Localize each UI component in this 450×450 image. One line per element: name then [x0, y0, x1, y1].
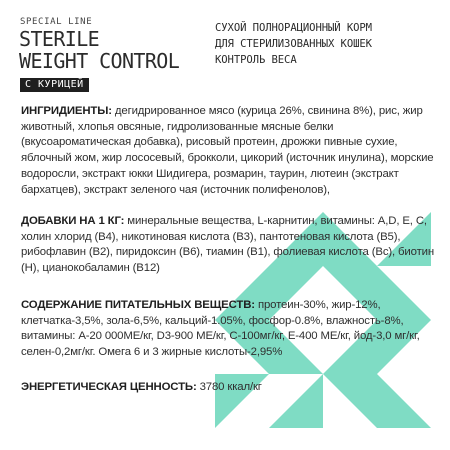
energy-text: 3780 ккал/кг [199, 381, 262, 393]
additives-section [21, 214, 441, 277]
product-name-line-1: STERILE [19, 27, 100, 51]
product-description: СУХОЙ ПОЛНОРАЦИОННЫЙ КОРМ ДЛЯ СТЕРИЛИЗОВАННЫХ КОШЕК КОНТРОЛЬ ВЕСА [215, 22, 372, 66]
energy-section [21, 380, 441, 396]
ingredients-title: ИНГРИДИЕНТЫ: [21, 105, 112, 117]
additives-text: минеральные вещества, L-карнитин, витамины: A,D, E, C, холин хлорид (В4), никотиновая кислота (В3), пантотеновая кислота (В5), рибофлавин (В2), пиридоксин (В6), тиамин (В1), фолиевая кислота (Вс), биотин (Н), цианокобаламин (В12) [21, 215, 435, 275]
nutrients-section [21, 298, 441, 361]
ingredients-section [21, 104, 441, 198]
flavor-badge: С КУРИЦЕЙ [20, 78, 89, 92]
ingredients-text: дегидрированное мясо (курица 26%, свинина 8%), рис, жир животный, хлопья овсяные, гидролизованные мясные белки (вкусоароматическая добавка), рисовый протеин, дрожжи пивные сухие, яблочный жом, жир лососевый, брокколи, цикорий (источник инулина), морские водоросли, экстракт юкки Шидигера, розмарин, таурин, лютеин (экстракт бархатцев), экстракт зеленого чая (источник полифенолов), [21, 105, 434, 196]
energy-title: ЭНЕРГЕТИЧЕСКАЯ ЦЕННОСТЬ: [21, 381, 197, 393]
product-name-line-2: WEIGHT CONTROL [19, 49, 180, 73]
nutrients-text: протеин-30%, жир-12%, клетчатка-3,5%, зола-6,5%, кальций-1.05%, фосфор-0.8%, влажность-8%, витамины: А-20 000МЕ/кг, D3-900 МЕ/кг, С-100мг/кг, Е-400 МЕ/кг, йод-3,0 мг/кг, селен-0,2мг/кг. Омега 6 и 3 жирные кислоты-2,95% [21, 299, 420, 359]
product-line-label: SPECIAL LINE [20, 17, 93, 27]
nutrients-title: СОДЕРЖАНИЕ ПИТАТЕЛЬНЫХ ВЕЩЕСТВ: [21, 299, 255, 311]
brand-block [20, 17, 200, 92]
additives-title: ДОБАВКИ НА 1 КГ: [21, 215, 125, 227]
